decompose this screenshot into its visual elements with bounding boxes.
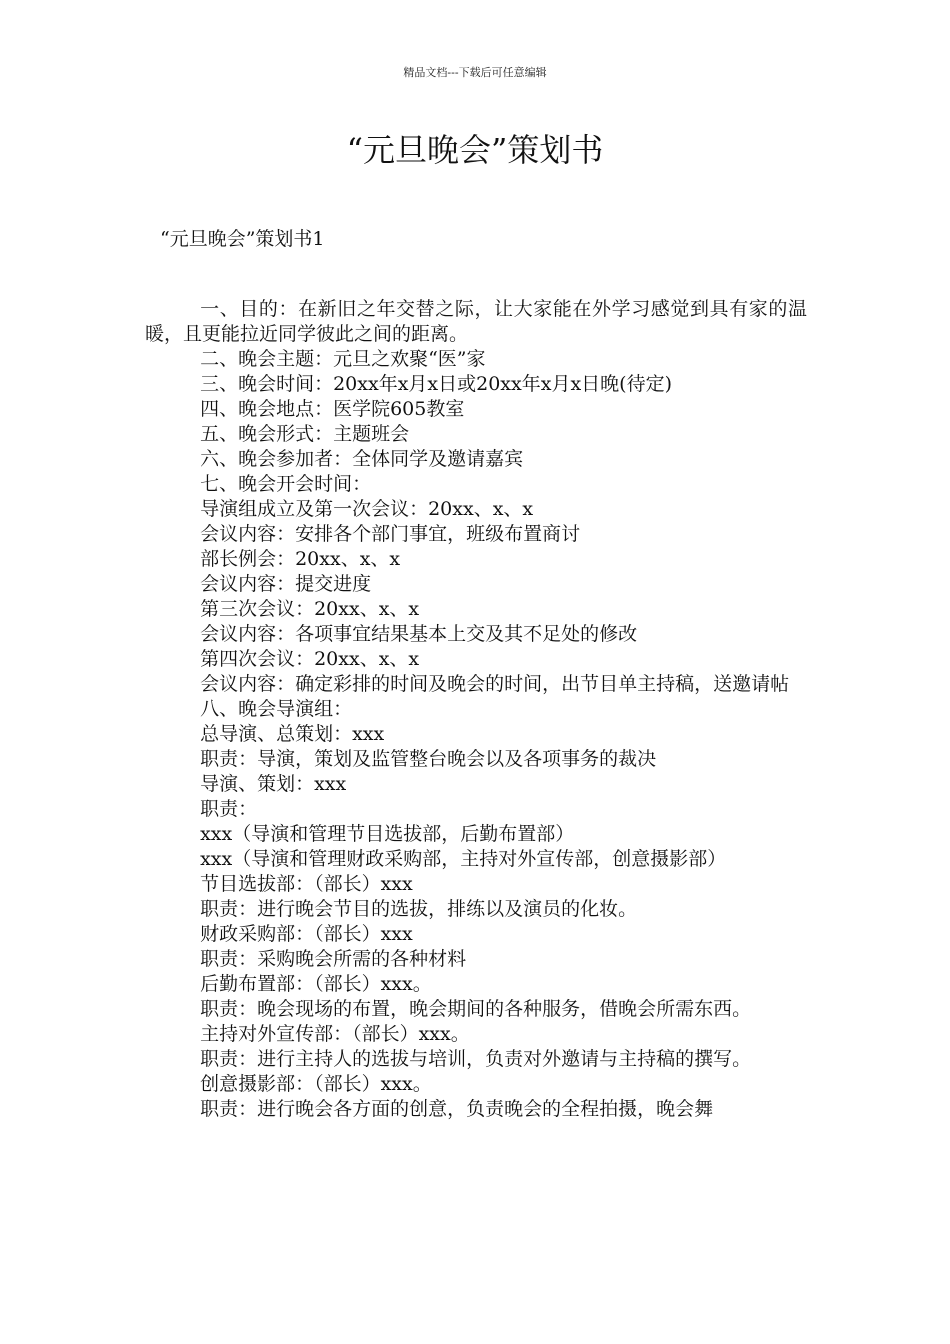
paragraph: 一、目的：在新旧之年交替之际，让大家能在外学习感觉到具有家的温暖，且更能拉近同学彼此之间的距离。 bbox=[145, 298, 807, 345]
paragraph: 会议内容：各项事宜结果基本上交及其不足处的修改 bbox=[200, 623, 638, 645]
document-title: “元旦晚会”策划书 bbox=[346, 131, 604, 169]
paragraph: xxx（导演和管理财政采购部，主持对外宣传部，创意摄影部） bbox=[200, 848, 727, 870]
paragraph: 四、晚会地点：医学院605教室 bbox=[200, 398, 465, 420]
paragraph: 财政采购部：（部长）xxx bbox=[200, 923, 413, 945]
paragraph: 会议内容：提交进度 bbox=[200, 573, 372, 595]
paragraph: 部长例会：20xx、x、x bbox=[200, 548, 401, 570]
paragraph: 二、晚会主题：元旦之欢聚“医”家 bbox=[200, 348, 486, 370]
paragraph: 七、晚会开会时间： bbox=[200, 473, 372, 495]
section-title: “元旦晚会”策划书1 bbox=[160, 228, 325, 250]
paragraph: 第三次会议：20xx、x、x bbox=[200, 598, 420, 620]
paragraph: 职责： bbox=[200, 798, 258, 820]
paragraph: 导演组成立及第一次会议：20xx、x、x bbox=[200, 498, 534, 520]
paragraph: 会议内容：安排各个部门事宜，班级布置商讨 bbox=[200, 523, 581, 545]
paragraph: 八、晚会导演组： bbox=[200, 698, 353, 720]
paragraph: 创意摄影部：（部长）xxx。 bbox=[200, 1073, 432, 1095]
paragraph: 导演、策划：xxx bbox=[200, 773, 347, 795]
paragraph: 职责：导演，策划及监管整台晚会以及各项事务的裁决 bbox=[200, 748, 657, 770]
paragraph: 总导演、总策划：xxx bbox=[200, 723, 385, 745]
paragraph: 职责：采购晚会所需的各种材料 bbox=[200, 948, 467, 970]
paragraph: 会议内容：确定彩排的时间及晚会的时间，出节目单主持稿，送邀请帖 bbox=[200, 673, 790, 695]
header-note: 精品文档---下载后可任意编辑 bbox=[403, 66, 547, 79]
paragraph: 第四次会议：20xx、x、x bbox=[200, 648, 420, 670]
paragraph: 节目选拔部：（部长）xxx bbox=[200, 873, 413, 895]
document-body bbox=[145, 297, 807, 1122]
paragraph: 后勤布置部：（部长）xxx。 bbox=[200, 973, 432, 995]
paragraph: 三、晚会时间：20xx年x月x日或20xx年x月x日晚(待定) bbox=[200, 373, 672, 395]
paragraph: 职责：进行晚会节目的选拔，排练以及演员的化妆。 bbox=[200, 898, 638, 920]
paragraph: 主持对外宣传部：（部长）xxx。 bbox=[200, 1023, 470, 1045]
paragraph: xxx（导演和管理节目选拔部，后勤布置部） bbox=[200, 823, 575, 845]
paragraph: 职责：晚会现场的布置，晚会期间的各种服务，借晚会所需东西。 bbox=[200, 998, 752, 1020]
paragraph: 职责：进行晚会各方面的创意，负责晚会的全程拍摄，晚会舞 bbox=[200, 1098, 714, 1120]
paragraph: 五、晚会形式：主题班会 bbox=[200, 423, 410, 445]
paragraph: 六、晚会参加者：全体同学及邀请嘉宾 bbox=[200, 448, 524, 470]
paragraph: 职责：进行主持人的选拔与培训，负责对外邀请与主持稿的撰写。 bbox=[200, 1048, 752, 1070]
